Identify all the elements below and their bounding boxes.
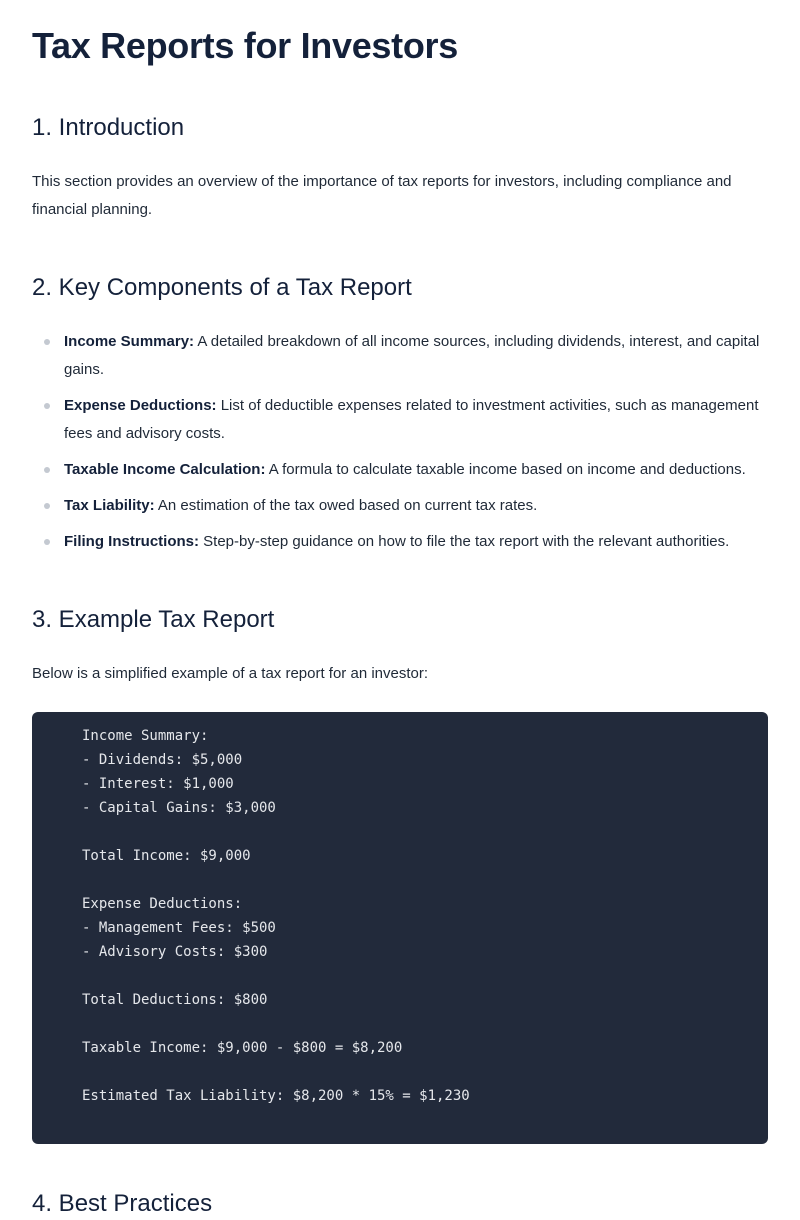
code-line: - Advisory Costs: $300 <box>82 944 268 960</box>
bullet-icon <box>44 403 50 409</box>
code-line: Taxable Income: $9,000 - $800 = $8,200 <box>82 1040 403 1056</box>
code-line: Income Summary: <box>82 728 209 744</box>
example-code-block <box>32 712 768 1144</box>
list-item-term: Expense Deductions: <box>64 397 217 414</box>
code-line <box>82 1012 744 1036</box>
code-line: Total Deductions: $800 <box>82 992 268 1008</box>
code-line: - Capital Gains: $3,000 <box>82 800 276 816</box>
list-item <box>32 456 768 484</box>
list-item <box>32 392 768 448</box>
section-heading-example: 3. Example Tax Report <box>32 606 275 633</box>
code-line <box>82 964 744 988</box>
list-item-description: A detailed breakdown of all income sources, including dividends, interest, and capital gains. <box>64 333 760 378</box>
introduction-text: This section provides an overview of the importance of tax reports for investors, including compliance and financial planning. <box>32 173 732 218</box>
bullet-icon <box>44 503 50 509</box>
code-line <box>82 868 744 892</box>
list-item <box>32 528 768 556</box>
bullet-icon <box>44 339 50 345</box>
list-item-description: Step-by-step guidance on how to file the tax report with the relevant authorities. <box>199 533 730 550</box>
code-line <box>82 1060 744 1084</box>
code-line: - Dividends: $5,000 <box>82 752 243 768</box>
code-line: - Management Fees: $500 <box>82 920 276 936</box>
section-heading-components: 2. Key Components of a Tax Report <box>32 274 412 301</box>
components-list <box>32 328 768 564</box>
list-item-term: Tax Liability: <box>64 497 155 514</box>
section-heading-introduction: 1. Introduction <box>32 114 185 141</box>
code-line: Total Income: $9,000 <box>82 848 251 864</box>
code-line: Expense Deductions: <box>82 896 243 912</box>
list-item-description: List of deductible expenses related to investment activities, such as management fees and advisory costs. <box>64 397 759 442</box>
page-title: Tax Reports for Investors <box>32 25 458 66</box>
list-item-term: Taxable Income Calculation: <box>64 461 266 478</box>
list-item <box>32 328 768 384</box>
code-content <box>82 724 744 1108</box>
bullet-icon <box>44 539 50 545</box>
section-heading-best-practices: 4. Best Practices <box>32 1190 213 1217</box>
list-item-term: Filing Instructions: <box>64 533 199 550</box>
code-line: - Interest: $1,000 <box>82 776 234 792</box>
example-intro-text: Below is a simplified example of a tax report for an investor: <box>32 665 429 682</box>
code-line: Estimated Tax Liability: $8,200 * 15% = $1,230 <box>82 1088 470 1104</box>
list-item-term: Income Summary: <box>64 333 195 350</box>
code-line <box>82 820 744 844</box>
bullet-icon <box>44 467 50 473</box>
list-item-description: A formula to calculate taxable income based on income and deductions. <box>265 461 746 478</box>
list-item <box>32 492 768 520</box>
list-item-description: An estimation of the tax owed based on current tax rates. <box>154 497 538 514</box>
